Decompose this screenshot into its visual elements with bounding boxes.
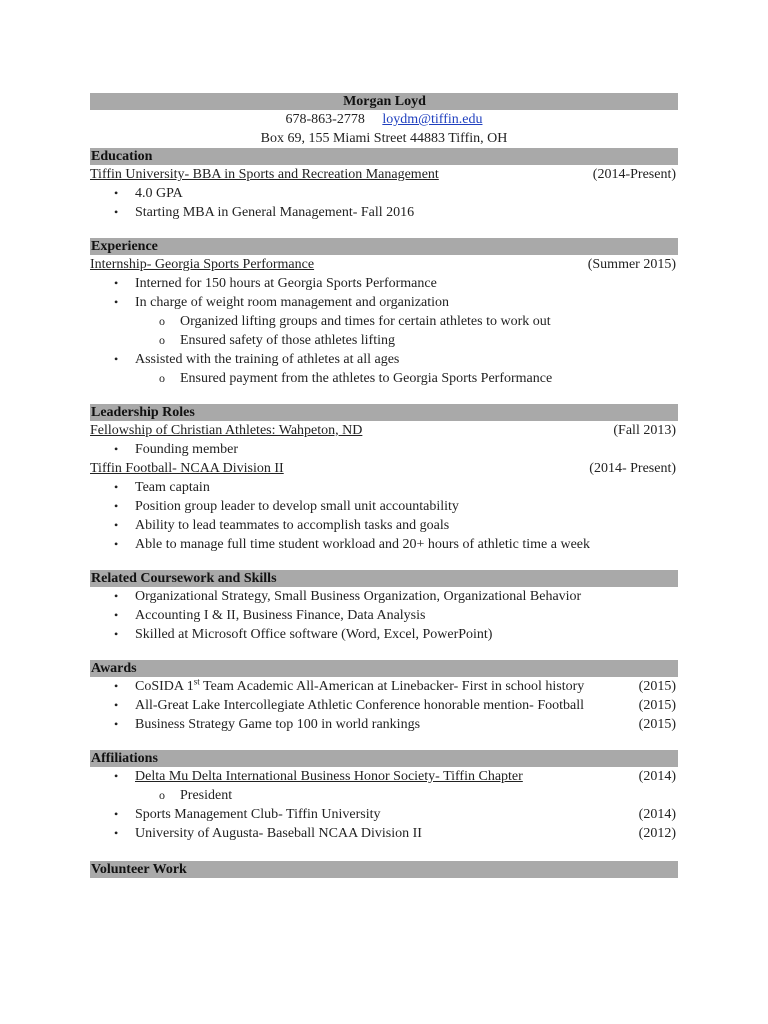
entry-date: (2014-Present) xyxy=(592,167,676,182)
entry-experience xyxy=(90,255,678,274)
section-heading-volunteer: Volunteer Work xyxy=(90,861,678,878)
section-heading-coursework: Related Coursework and Skills xyxy=(90,570,678,587)
list-item: • CoSIDA 1st Team Academic All-American at Linebacker- First in school history (2015) xyxy=(114,676,676,694)
sub-list-item: o Organized lifting groups and times for certain athletes to work out xyxy=(159,314,551,329)
section-heading-experience: Experience xyxy=(90,238,678,255)
bullet-icon: • xyxy=(114,698,119,712)
bullet-icon: • xyxy=(114,717,119,731)
entry-title: Fellowship of Christian Athletes: Wahpeton, ND xyxy=(90,423,363,438)
email-link[interactable]: loydm@tiffin.edu xyxy=(382,112,483,127)
name-bar xyxy=(90,93,678,110)
bullet-icon: • xyxy=(114,186,119,200)
bullet-icon: • xyxy=(114,205,119,219)
list-item: • Position group leader to develop small unit accountability xyxy=(114,499,459,514)
list-item: • Able to manage full time student workload and 20+ hours of athletic time a week xyxy=(114,537,590,552)
list-item: • Delta Mu Delta International Business Honor Society- Tiffin Chapter (2014) xyxy=(114,769,676,784)
entry-date: (2014) xyxy=(638,769,676,784)
entry-education xyxy=(90,165,678,184)
bullet-icon: • xyxy=(114,499,119,513)
entry-date: (2012) xyxy=(638,826,676,841)
sub-list-item: o Ensured safety of those athletes lifting xyxy=(159,333,395,348)
candidate-name: Morgan Loyd xyxy=(343,94,426,109)
sub-list-item: o Ensured payment from the athletes to Georgia Sports Performance xyxy=(159,371,553,386)
section-heading-awards: Awards xyxy=(90,660,678,677)
bullet-icon: • xyxy=(114,826,119,840)
entry-date: (2015) xyxy=(638,698,676,713)
bullet-icon: • xyxy=(114,769,119,783)
list-item: • Skilled at Microsoft Office software (Word, Excel, PowerPoint) xyxy=(114,627,493,642)
entry-leadership xyxy=(90,421,678,440)
entry-date: (2015) xyxy=(638,679,676,694)
resume-page xyxy=(90,93,678,878)
list-item: • Accounting I & II, Business Finance, Data Analysis xyxy=(114,608,426,623)
bullet-icon: • xyxy=(114,627,119,641)
bullet-icon: • xyxy=(114,518,119,532)
list-item: • Ability to lead teammates to accomplish tasks and goals xyxy=(114,518,450,533)
section-heading-education: Education xyxy=(90,148,678,165)
entry-date: (2014) xyxy=(638,807,676,822)
circle-bullet-icon: o xyxy=(159,314,165,328)
entry-date: (2014- Present) xyxy=(589,461,676,476)
list-item: • Founding member xyxy=(114,442,239,457)
circle-bullet-icon: o xyxy=(159,371,165,385)
list-item: • All-Great Lake Intercollegiate Athletic Conference honorable mention- Football (2015) xyxy=(114,698,676,713)
phone-number: 678-863-2778 xyxy=(285,112,365,127)
entry-date: (Summer 2015) xyxy=(587,257,676,272)
bullet-icon: • xyxy=(114,589,119,603)
circle-bullet-icon: o xyxy=(159,333,165,347)
list-item: • Sports Management Club- Tiffin University (2014) xyxy=(114,807,676,822)
entry-title: Internship- Georgia Sports Performance xyxy=(90,257,315,272)
list-item: • University of Augusta- Baseball NCAA Division II (2012) xyxy=(114,826,676,841)
bullet-icon: • xyxy=(114,480,119,494)
address: Box 69, 155 Miami Street 44883 Tiffin, OH xyxy=(260,131,508,146)
list-item: • Starting MBA in General Management- Fall 2016 xyxy=(114,205,415,220)
section-heading-leadership: Leadership Roles xyxy=(90,404,678,421)
bullet-icon: • xyxy=(114,442,119,456)
entry-title: Tiffin University- BBA in Sports and Recreation Management xyxy=(90,167,439,182)
contact-line xyxy=(90,110,678,129)
entry-date: (Fall 2013) xyxy=(613,423,676,438)
list-item: • Team captain xyxy=(114,480,210,495)
bullet-icon: • xyxy=(114,807,119,821)
list-item: • Organizational Strategy, Small Business Organization, Organizational Behavior xyxy=(114,589,582,604)
entry-date: (2015) xyxy=(638,717,676,732)
list-item: • 4.0 GPA xyxy=(114,186,183,201)
bullet-icon: • xyxy=(114,679,119,693)
bullet-icon: • xyxy=(114,295,119,309)
list-item: • Assisted with the training of athletes at all ages xyxy=(114,352,400,367)
bullet-icon: • xyxy=(114,352,119,366)
bullet-icon: • xyxy=(114,276,119,290)
entry-leadership xyxy=(90,459,678,478)
list-item: • Interned for 150 hours at Georgia Sports Performance xyxy=(114,276,437,291)
section-heading-affiliations: Affiliations xyxy=(90,750,678,767)
bullet-icon: • xyxy=(114,608,119,622)
list-item: • In charge of weight room management and organization xyxy=(114,295,449,310)
circle-bullet-icon: o xyxy=(159,788,165,802)
bullet-icon: • xyxy=(114,537,119,551)
sub-list-item: o President xyxy=(159,788,233,803)
list-item: • Business Strategy Game top 100 in world rankings (2015) xyxy=(114,717,676,732)
entry-title: Tiffin Football- NCAA Division II xyxy=(90,461,284,476)
address-line xyxy=(90,129,678,148)
